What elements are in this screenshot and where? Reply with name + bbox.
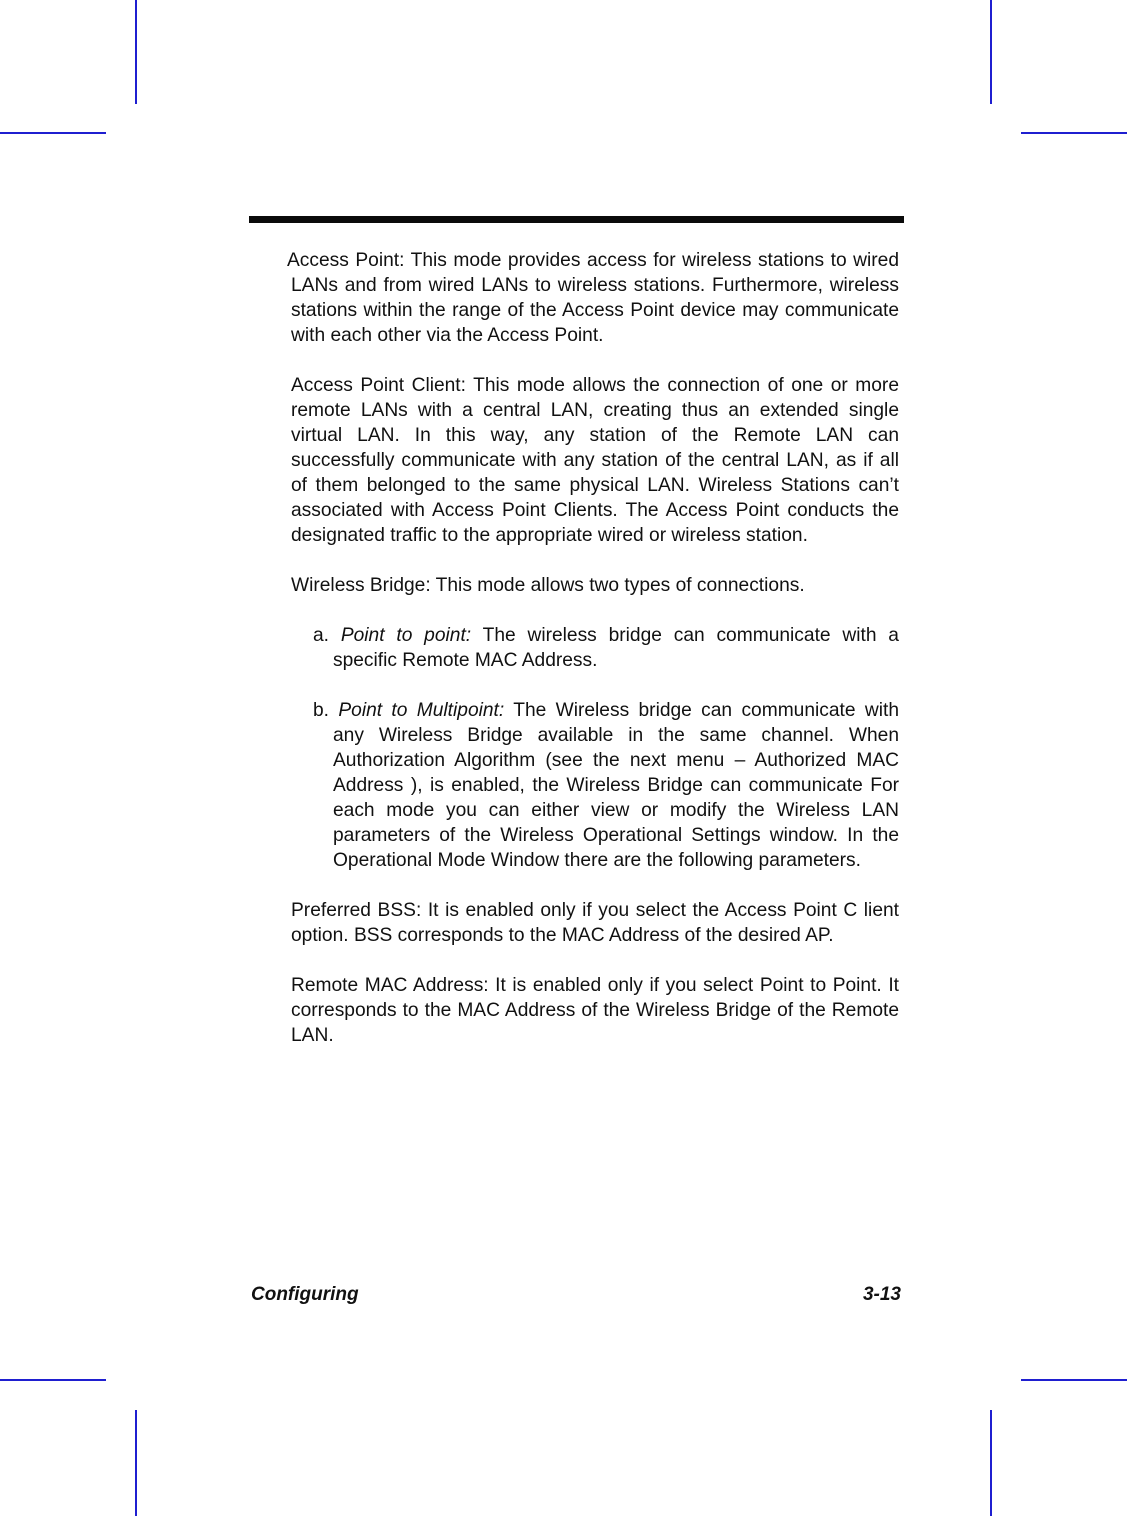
list-marker: a. xyxy=(313,625,330,646)
list-item-text: The wireless bridge can communicate with a specific Remote MAC Address. xyxy=(333,625,899,671)
crop-mark xyxy=(990,0,992,104)
crop-mark xyxy=(990,1410,992,1516)
footer-page-number: 3-13 xyxy=(862,1284,901,1305)
paragraph-preferred-bss: Preferred BSS: It is enabled only if you select the Access Point C lient option. BSS corresponds to the MAC Address of the desired AP. xyxy=(291,900,899,946)
list-marker: b. xyxy=(313,700,330,721)
paragraph-wireless-bridge: Wireless Bridge: This mode allows two types of connections. xyxy=(291,575,805,596)
crop-mark xyxy=(135,0,137,104)
list-item-point-to-multipoint xyxy=(313,698,899,873)
page-content xyxy=(287,248,899,1073)
crop-mark xyxy=(0,132,106,134)
header-rule xyxy=(249,216,904,223)
crop-mark xyxy=(1021,132,1127,134)
list-item-text: The Wireless bridge can communicate with any Wireless Bridge available in the same channel. When Authorization Algorithm (see the next menu – Authorized MAC Address ), is enabled, the Wireless Bridge can communicate For each mode you can either view or modify the Wireless LAN parameters of the Wireless Operational Settings window. In the Operational Mode Window there are the following parameters. xyxy=(333,700,899,871)
paragraph-access-point-client: Access Point Client: This mode allows the connection of one or more remote LANs with a central LAN, creating thus an extended single virtual LAN. In this way, any station of the Remote LAN can successfully communicate with any station of the central LAN, as if all of them belonged to the same physical LAN. Wireless Stations can’t associated with Access Point Clients. The Access Point conducts the designated traffic to the appropriate wired or wireless station. xyxy=(291,375,899,546)
crop-mark xyxy=(135,1410,137,1516)
crop-mark xyxy=(1021,1379,1127,1381)
list-item-label: Point to point: xyxy=(340,625,472,646)
footer-section-title: Configuring xyxy=(251,1284,359,1305)
paragraph-access-point: Access Point: This mode provides access for wireless stations to wired LANs and from wired LANs to wireless stations. Furthermore, wireless stations within the range of the Access Point device may communicate with each other via the Access Point. xyxy=(287,250,899,346)
list-item-label: Point to Multipoint: xyxy=(338,700,505,721)
crop-mark xyxy=(0,1379,106,1381)
paragraph-remote-mac: Remote MAC Address: It is enabled only if you select Point to Point. It corresponds to the MAC Address of the Wireless Bridge of the Remote LAN. xyxy=(291,975,899,1046)
list-item-point-to-point xyxy=(313,623,899,673)
